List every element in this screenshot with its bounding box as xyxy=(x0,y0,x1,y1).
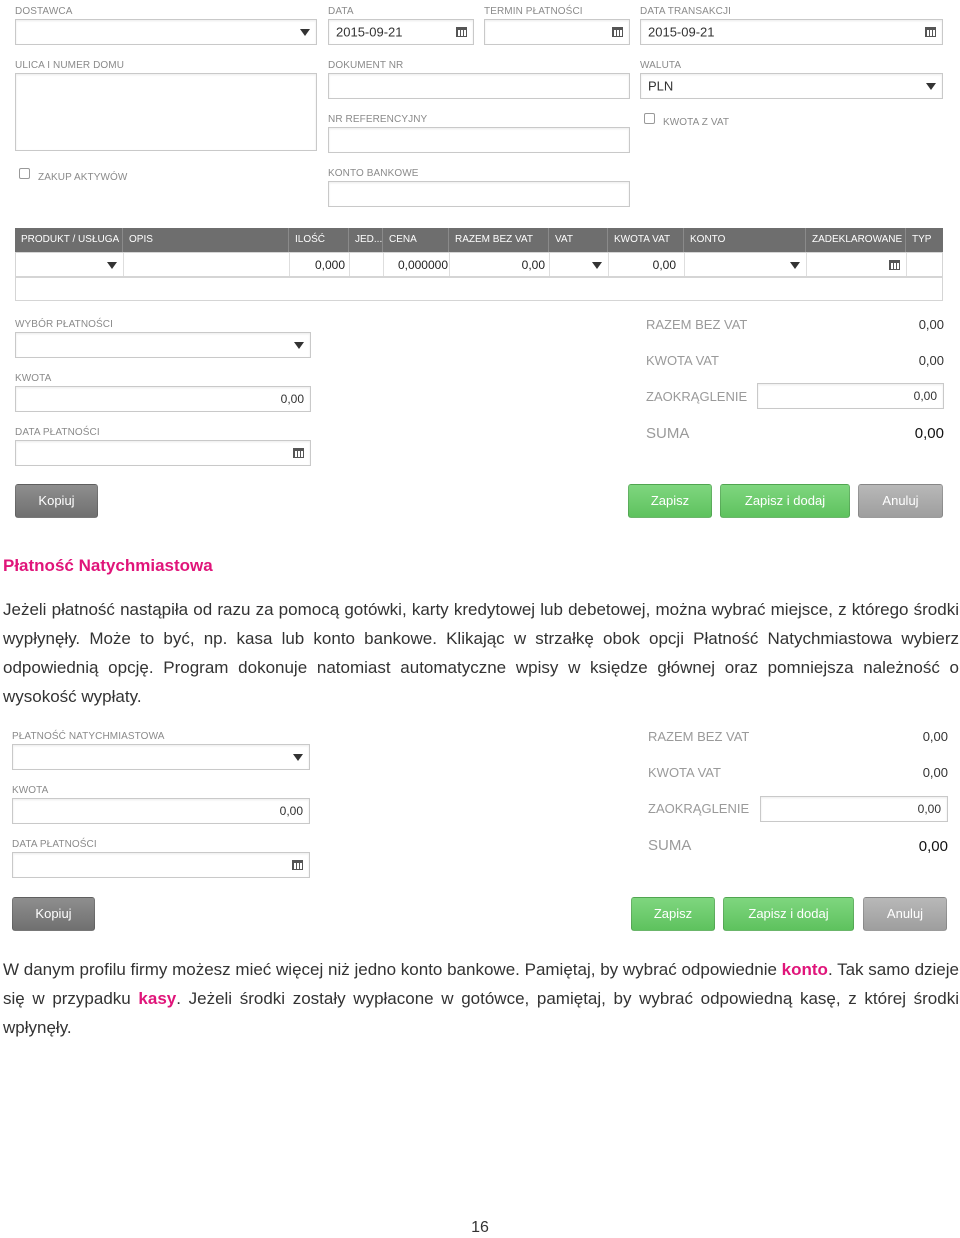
anuluj-button-2[interactable]: Anuluj xyxy=(863,897,947,931)
zaokraglenie-label-2: ZAOKRĄGLENIE xyxy=(648,801,750,816)
chevron-down-icon xyxy=(592,262,602,269)
cell-konto[interactable] xyxy=(685,253,807,276)
suma-label: SUMA xyxy=(646,425,690,442)
calendar-icon[interactable] xyxy=(293,448,304,458)
cell-ilosc[interactable]: 0,000 xyxy=(290,253,350,276)
zapisz-button[interactable]: Zapisz xyxy=(628,484,712,518)
termin-label: TERMIN PŁATNOŚCI xyxy=(484,6,583,17)
razem-bez-vat-value-2: 0,00 xyxy=(922,729,948,744)
waluta-value: PLN xyxy=(648,78,674,94)
col-typ[interactable]: TYP xyxy=(912,234,932,245)
data-value: 2015-09-21 xyxy=(336,24,403,40)
data-transakcji-label: DATA TRANSAKCJI xyxy=(640,6,731,17)
kwota-vat-value: 0,00 xyxy=(918,353,944,368)
anuluj-button[interactable]: Anuluj xyxy=(858,484,943,518)
zaokraglenie-label: ZAOKRĄGLENIE xyxy=(646,389,748,404)
cell-jednostka[interactable] xyxy=(350,253,384,276)
cell-razem[interactable]: 0,00 xyxy=(450,253,550,276)
data-transakcji-field[interactable] xyxy=(640,19,943,45)
col-ilosc[interactable]: ILOŚĆ xyxy=(289,228,349,252)
calendar-icon[interactable] xyxy=(889,260,900,270)
col-cena[interactable]: CENA xyxy=(383,228,449,252)
wybor-platnosci-select[interactable] xyxy=(15,332,311,358)
paragraph-2: W danym profilu firmy możesz mieć więcej niż jedno konto bankowe. Pamiętaj, by wybrać odpowiednie konto. Tak samo dzieje się w przypadku kasy. Jeżeli środki zostały wypłacone w gotówce, pamiętaj, by wybrać odpowiedną kasę, z której środki wpłynęły. xyxy=(3,960,959,1037)
razem-bez-vat-label-2: RAZEM BEZ VAT xyxy=(648,729,750,744)
cell-produkt[interactable] xyxy=(16,253,124,276)
col-produkt[interactable]: PRODUKT / USŁUGA xyxy=(15,228,123,252)
data-field[interactable] xyxy=(328,19,474,45)
col-kwota-vat[interactable]: KWOTA VAT xyxy=(608,228,684,252)
kopiuj-button-2[interactable]: Kopiuj xyxy=(12,897,95,931)
kwota-label: KWOTA xyxy=(15,373,52,384)
data-label: DATA xyxy=(328,6,354,17)
cell-vat[interactable] xyxy=(550,253,609,276)
kopiuj-button[interactable]: Kopiuj xyxy=(15,484,98,518)
page-number: 16 xyxy=(471,1219,489,1236)
table-row-empty[interactable] xyxy=(15,277,943,301)
platnosc-natychmiastowa-select[interactable] xyxy=(12,744,310,770)
col-zadeklarowane[interactable]: ZADEKLAROWANE xyxy=(806,228,906,252)
kwota-input[interactable]: 0,00 xyxy=(15,386,311,412)
calendar-icon[interactable] xyxy=(612,27,623,37)
waluta-select[interactable] xyxy=(640,73,943,99)
kwota-input-2[interactable]: 0,00 xyxy=(12,798,310,824)
nr-referencyjny-input[interactable] xyxy=(328,127,630,153)
dokument-input[interactable] xyxy=(328,73,630,99)
nr-referencyjny-label: NR REFERENCYJNY xyxy=(328,114,428,125)
dostawca-select[interactable] xyxy=(15,19,317,45)
items-table-header xyxy=(15,228,943,252)
data-platnosci-label-2: DATA PŁATNOŚCI xyxy=(12,839,97,850)
zapisz-i-dodaj-button[interactable]: Zapisz i dodaj xyxy=(720,484,850,518)
chevron-down-icon xyxy=(790,262,800,269)
chevron-down-icon xyxy=(294,342,304,349)
col-opis[interactable]: OPIS xyxy=(123,228,289,252)
waluta-label: WALUTA xyxy=(640,60,682,71)
suma-value-2: 0,00 xyxy=(918,838,948,855)
chevron-down-icon xyxy=(300,29,310,36)
kasy-highlight: kasy xyxy=(138,989,177,1008)
zakup-aktywow-checkbox[interactable] xyxy=(19,168,30,179)
col-razem-bez-vat[interactable]: RAZEM BEZ VAT xyxy=(449,228,549,252)
razem-bez-vat-value: 0,00 xyxy=(918,317,944,332)
zaokraglenie-input[interactable]: 0,00 xyxy=(757,383,944,409)
zaokraglenie-input-2[interactable]: 0,00 xyxy=(760,796,948,822)
dostawca-label: DOSTAWCA xyxy=(15,6,73,17)
dokument-label: DOKUMENT NR xyxy=(328,60,404,71)
calendar-icon[interactable] xyxy=(456,27,467,37)
calendar-icon[interactable] xyxy=(925,27,936,37)
table-row xyxy=(15,252,943,277)
razem-bez-vat-label: RAZEM BEZ VAT xyxy=(646,317,748,332)
konto-bankowe-input[interactable] xyxy=(328,181,630,207)
ulica-textarea[interactable] xyxy=(15,73,317,151)
data-platnosci-field-2[interactable] xyxy=(12,852,310,878)
col-vat[interactable]: VAT xyxy=(549,228,608,252)
suma-label-2: SUMA xyxy=(648,837,692,854)
zakup-aktywow-label: ZAKUP AKTYWÓW xyxy=(38,172,128,183)
kwota-label-2: KWOTA xyxy=(12,785,49,796)
cell-zadeklarowane[interactable] xyxy=(807,253,907,276)
col-jednostka[interactable]: JED... xyxy=(349,228,383,252)
konto-bankowe-label: KONTO BANKOWE xyxy=(328,168,419,179)
cell-kwota-vat[interactable]: 0,00 xyxy=(609,253,685,276)
section-heading: Płatność Natychmiastowa xyxy=(3,556,213,575)
kwota-vat-value-2: 0,00 xyxy=(922,765,948,780)
chevron-down-icon xyxy=(107,262,117,269)
col-konto[interactable]: KONTO xyxy=(684,228,806,252)
cell-opis[interactable] xyxy=(124,253,290,276)
chevron-down-icon xyxy=(926,83,936,90)
wybor-platnosci-label: WYBÓR PŁATNOŚCI xyxy=(15,319,113,330)
termin-field[interactable] xyxy=(484,19,630,45)
suma-value: 0,00 xyxy=(914,425,944,442)
kwota-z-vat-label: KWOTA Z VAT xyxy=(663,117,730,128)
ulica-label: ULICA I NUMER DOMU xyxy=(15,60,125,71)
kwota-vat-label: KWOTA VAT xyxy=(646,353,719,368)
data-platnosci-field[interactable] xyxy=(15,440,311,466)
chevron-down-icon xyxy=(293,754,303,761)
kwota-z-vat-checkbox[interactable] xyxy=(644,113,655,124)
kwota-vat-label-2: KWOTA VAT xyxy=(648,765,721,780)
data-platnosci-label: DATA PŁATNOŚCI xyxy=(15,427,100,438)
calendar-icon[interactable] xyxy=(292,860,303,870)
paragraph-1: Jeżeli płatność nastąpiła od razu za pomocą gotówki, karty kredytowej lub debetowej, można wybrać miejsce, z którego środki wypłynęły. Może to być, np. kasa lub konto bankowe. Klikając w strzałkę obok opcji Płatność Natychmiastowa wybierz odpowiednią opcję. Program dokonuje natomiast automatyczne wpisy w księdze głównej oraz pomniejsza należność o wysokość wypłaty. xyxy=(3,600,959,706)
zapisz-i-dodaj-button-2[interactable]: Zapisz i dodaj xyxy=(723,897,854,931)
data-transakcji-value: 2015-09-21 xyxy=(648,24,715,40)
konto-highlight: konto xyxy=(781,960,828,979)
zapisz-button-2[interactable]: Zapisz xyxy=(631,897,715,931)
cell-typ[interactable] xyxy=(907,253,943,276)
cell-cena[interactable]: 0,000000 xyxy=(384,253,450,276)
platnosc-natychmiastowa-label: PŁATNOŚĆ NATYCHMIASTOWA xyxy=(12,731,165,742)
